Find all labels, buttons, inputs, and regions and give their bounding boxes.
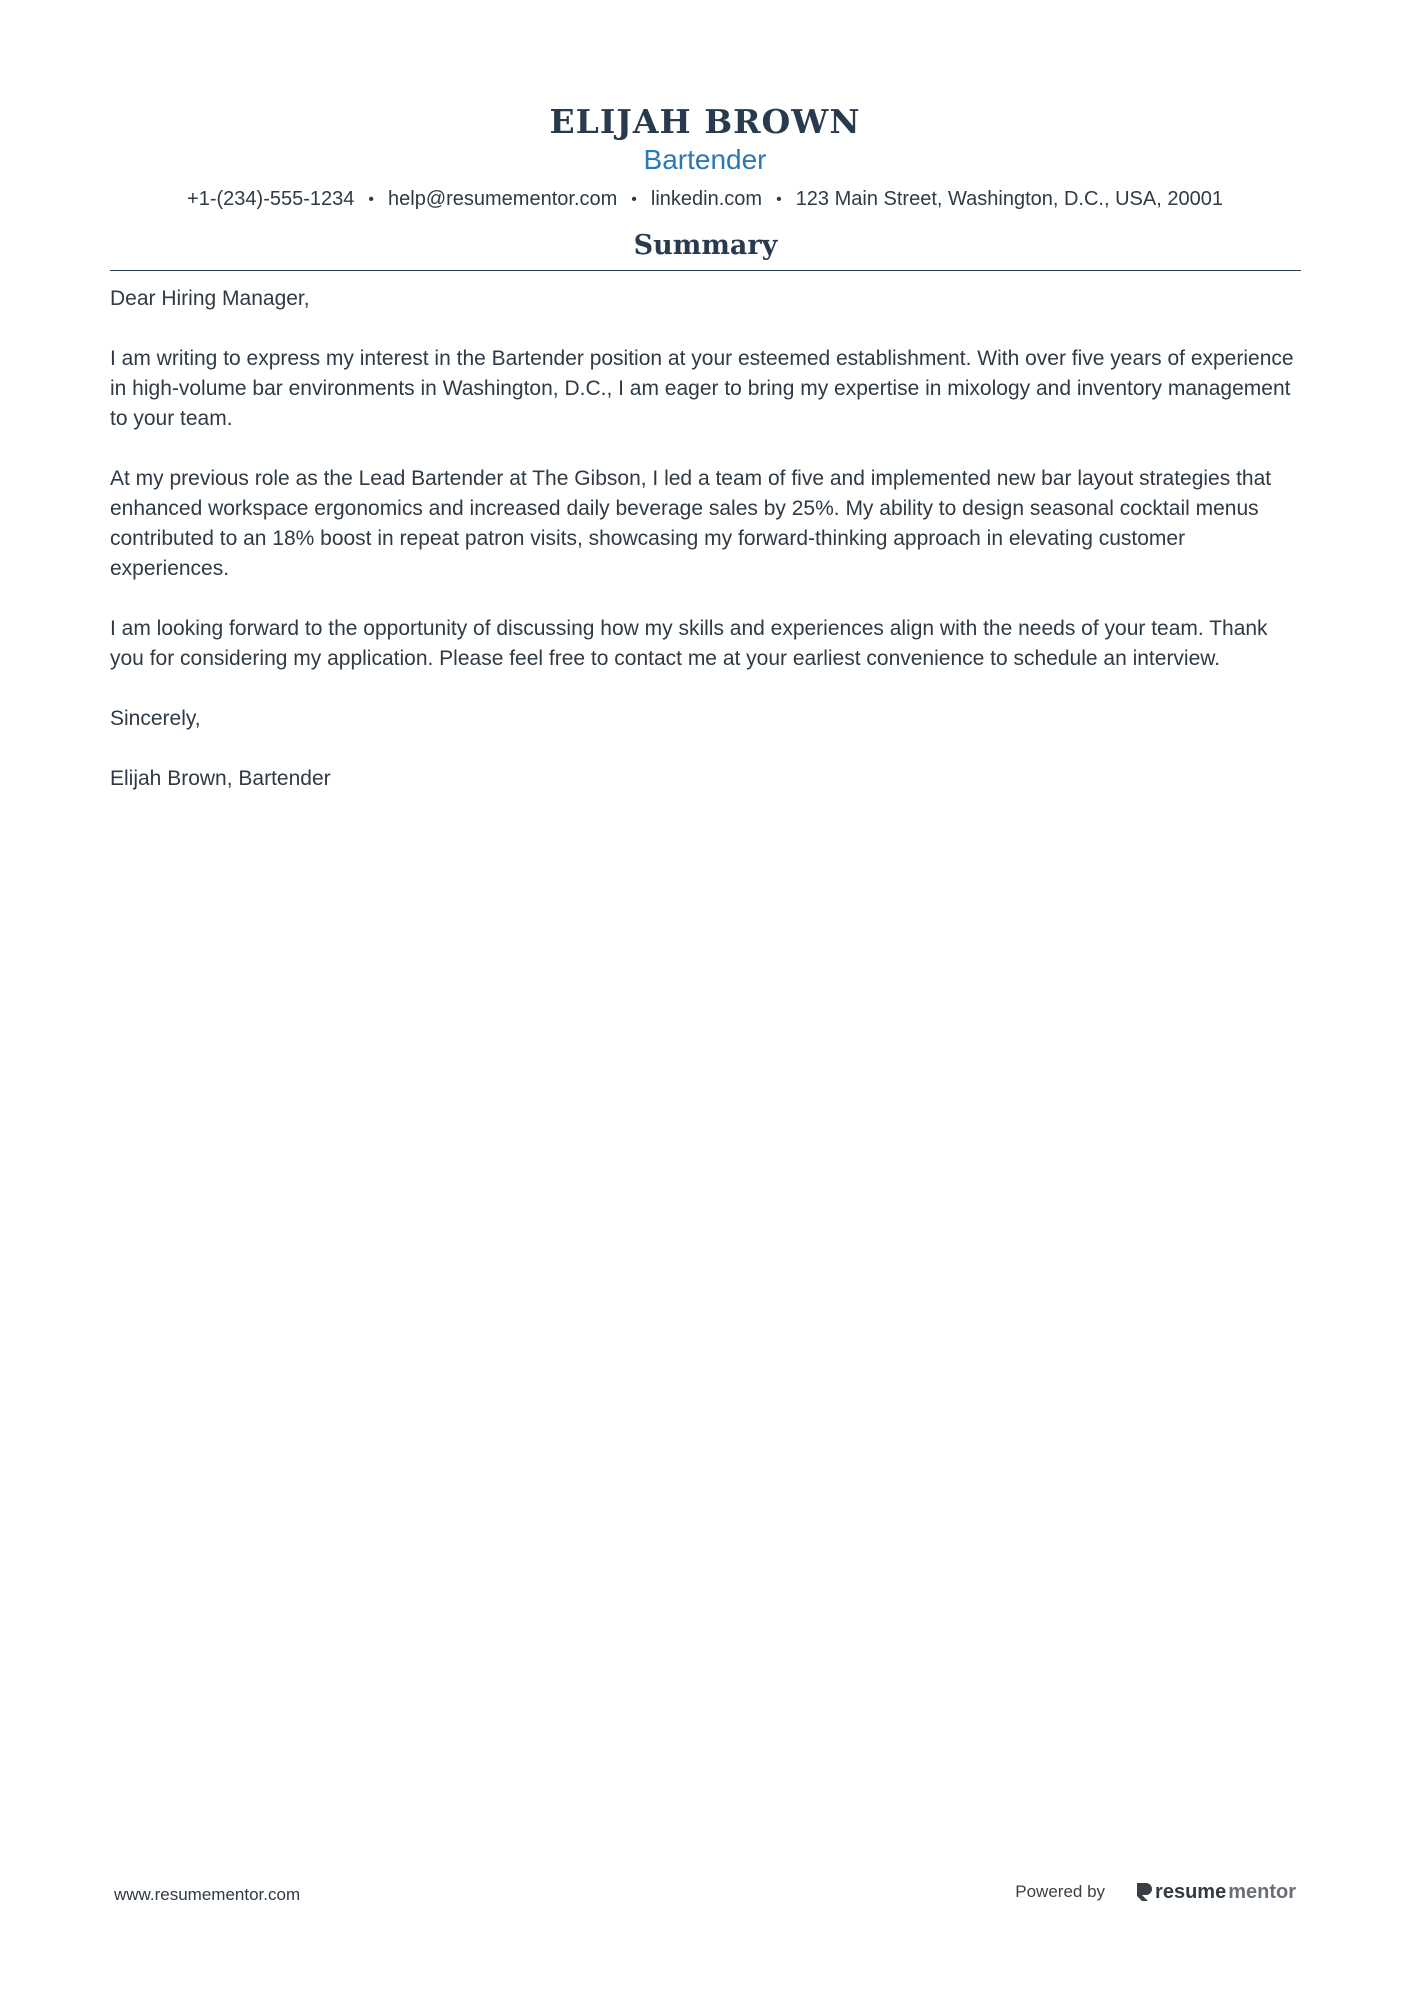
contact-separator: • xyxy=(368,191,374,208)
section-divider xyxy=(110,270,1301,271)
powered-by-label: Powered by xyxy=(1015,1882,1106,1901)
contact-separator: • xyxy=(776,191,782,208)
header xyxy=(0,100,1410,213)
brand-mark-icon xyxy=(1135,1881,1153,1903)
brand-name-mentor: mentor xyxy=(1228,1881,1296,1903)
contact-address: 123 Main Street, Washington, D.C., USA, 20001 xyxy=(795,188,1223,210)
brand-name-resume: resume xyxy=(1155,1881,1227,1903)
candidate-name: ELIJAH BROWN xyxy=(549,102,861,141)
contact-line xyxy=(0,186,1410,213)
contact-email[interactable]: help@resumementor.com xyxy=(388,188,618,210)
letter-closing: Sincerely, xyxy=(110,707,201,730)
job-title: Bartender xyxy=(643,144,767,175)
contact-linkedin[interactable]: linkedin.com xyxy=(650,188,763,210)
letter-greeting: Dear Hiring Manager, xyxy=(110,287,310,310)
letter-signature: Elijah Brown, Bartender xyxy=(110,767,331,790)
letter-body xyxy=(110,284,1301,824)
letter-paragraph: At my previous role as the Lead Bartender at The Gibson, I led a team of five and implemented new bar layout strategies that enhanced workspace ergonomics and increased daily beverage sales by 25%. My ability to design seasonal cocktail menus contributed to an 18% boost in repeat patron visits, showcasing my forward-thinking approach in elevating customer experiences. xyxy=(110,467,1272,580)
footer-branding xyxy=(1015,1880,1296,1904)
brand-logo[interactable] xyxy=(1135,1880,1296,1904)
letter-paragraph: I am looking forward to the opportunity of discussing how my skills and experiences align with the needs of your team. Thank you for considering my application. Please feel free to contact me at your earliest convenience to schedule an interview. xyxy=(110,617,1268,670)
letter-paragraph: I am writing to express my interest in the Bartender position at your esteemed establishment. With over five years of experience in high-volume bar environments in Washington, D.C., I am eager to bring my expertise in mixology and inventory management to your team. xyxy=(110,347,1294,430)
footer-website[interactable]: www.resumementor.com xyxy=(114,1885,301,1904)
contact-phone: +1-(234)-555-1234 xyxy=(187,188,355,210)
contact-separator: • xyxy=(631,191,637,208)
section-title-summary: Summary xyxy=(633,230,778,261)
